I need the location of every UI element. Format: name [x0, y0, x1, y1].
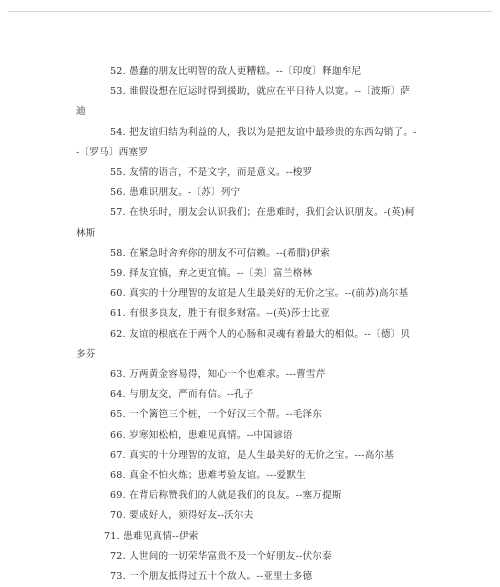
- quote-item: [0, 325, 490, 345]
- quote-number: 67.: [110, 449, 126, 461]
- quote-item: [0, 62, 490, 82]
- quote-item: [0, 244, 490, 264]
- quote-text: 人世间的一切荣华富贵不及一个好朋友--伏尔泰: [129, 550, 332, 562]
- quote-continuation: 林斯: [76, 227, 96, 239]
- quote-number: 68.: [110, 470, 126, 482]
- quote-item: [0, 466, 490, 486]
- quote-continuation: 多芬: [76, 348, 96, 360]
- quote-number: 58.: [110, 247, 126, 259]
- quote-text: 万两黄金容易得，知心一个也难求。---曹雪芹: [129, 369, 326, 381]
- quote-text: 有很多良友，胜于有很多财富。--(英)莎士比亚: [129, 308, 330, 320]
- quote-number: 61.: [110, 308, 126, 320]
- quote-number: 66.: [110, 429, 126, 441]
- quote-number: 72.: [110, 550, 126, 562]
- quote-number: 59.: [110, 268, 126, 280]
- quote-text: 在快乐时，朋友会认识我们；在患难时，我们会认识朋友。-(英)柯: [129, 207, 415, 219]
- quote-text: 在背后称赞我们的人就是我们的良友。--塞万提斯: [129, 490, 342, 502]
- quote-item: [0, 405, 490, 425]
- quote-item: [0, 304, 490, 324]
- quote-continuation: 迪: [76, 106, 86, 118]
- quote-item: [0, 82, 490, 102]
- top-border-line: [8, 11, 492, 12]
- quote-number: 70.: [110, 510, 126, 522]
- quote-number: 63.: [110, 369, 126, 381]
- quote-item: [0, 506, 490, 526]
- quote-number: 73.: [110, 571, 126, 583]
- quote-text: 真实的十分理智的友谊是人生最美好的无价之宝。--(前苏)高尔基: [129, 288, 409, 300]
- quote-text: 在紧急时舍弃你的朋友不可信赖。--(希腊)伊索: [129, 247, 330, 259]
- quote-number: 52.: [110, 66, 126, 77]
- quote-number: 65.: [110, 409, 126, 421]
- quote-item: [0, 426, 490, 446]
- quote-item: [0, 163, 490, 183]
- quote-text: 患难见真情--伊索: [123, 530, 199, 542]
- quote-text: 愚蠢的朋友比明智的敌人更糟糕。--〔印度〕释迦牟尼: [129, 66, 362, 77]
- quote-item: [0, 365, 490, 385]
- quote-item: [0, 567, 490, 587]
- quote-number: 64.: [110, 389, 126, 401]
- quote-number: 69.: [110, 490, 126, 502]
- quote-number: 62.: [110, 328, 126, 340]
- quote-item: [0, 547, 490, 567]
- quote-text: 友情的语言，不是文字，而是意义。--梭罗: [129, 167, 313, 179]
- quote-text: 与朋友交，严而有信。--孔子: [129, 389, 254, 401]
- quote-text: 患难识朋友。-〔苏〕列宁: [129, 187, 241, 199]
- quote-item: [0, 183, 490, 203]
- quote-number: 60.: [110, 288, 126, 300]
- quote-text: 把友谊归结为利益的人，我以为是把友谊中最珍贵的东西勾销了。-: [129, 126, 417, 138]
- quote-text: 一个朋友抵得过五十个敌人。--亚里士多德: [129, 571, 313, 583]
- quote-number: 71.: [104, 530, 120, 542]
- quote-number: 53.: [110, 86, 126, 98]
- quote-list: [0, 62, 500, 587]
- quote-text: 一个篱笆三个桩，一个好汉三个帮。--毛泽东: [129, 409, 323, 421]
- quote-text: 真金不怕火炼；患难考验友谊。---爱默生: [129, 470, 306, 482]
- quote-item: [0, 385, 490, 405]
- quote-number: 57.: [110, 207, 126, 219]
- quote-text: 要成好人，须得好友--沃尔夫: [129, 510, 254, 522]
- quote-item: [0, 446, 490, 466]
- quote-continuation: -〔罗马〕西塞罗: [76, 146, 148, 158]
- quote-number: 56.: [110, 187, 126, 199]
- quote-text: 谁假设想在厄运时得到援助，就应在平日待人以宽。--〔波斯〕萨: [129, 86, 411, 98]
- quote-text: 岁寒知松柏，患难见真情。--中国谚语: [129, 429, 293, 441]
- quote-number: 54.: [110, 126, 126, 138]
- quote-text: 择友宜慎，弃之更宜慎。--〔美〕富兰格林: [129, 268, 313, 280]
- quote-item: [0, 264, 490, 284]
- quote-item: [0, 203, 490, 223]
- quote-number: 55.: [110, 167, 126, 179]
- quote-item: [0, 123, 490, 143]
- quote-item: [0, 527, 490, 547]
- quote-item: [0, 486, 490, 506]
- quote-item: [0, 284, 490, 304]
- quote-text: 真实的十分理智的友谊，是人生最美好的无价之宝。---高尔基: [129, 449, 395, 461]
- quote-text: 友谊的根底在于两个人的心肠和灵魂有着最大的相似。--〔德〕贝: [129, 328, 411, 340]
